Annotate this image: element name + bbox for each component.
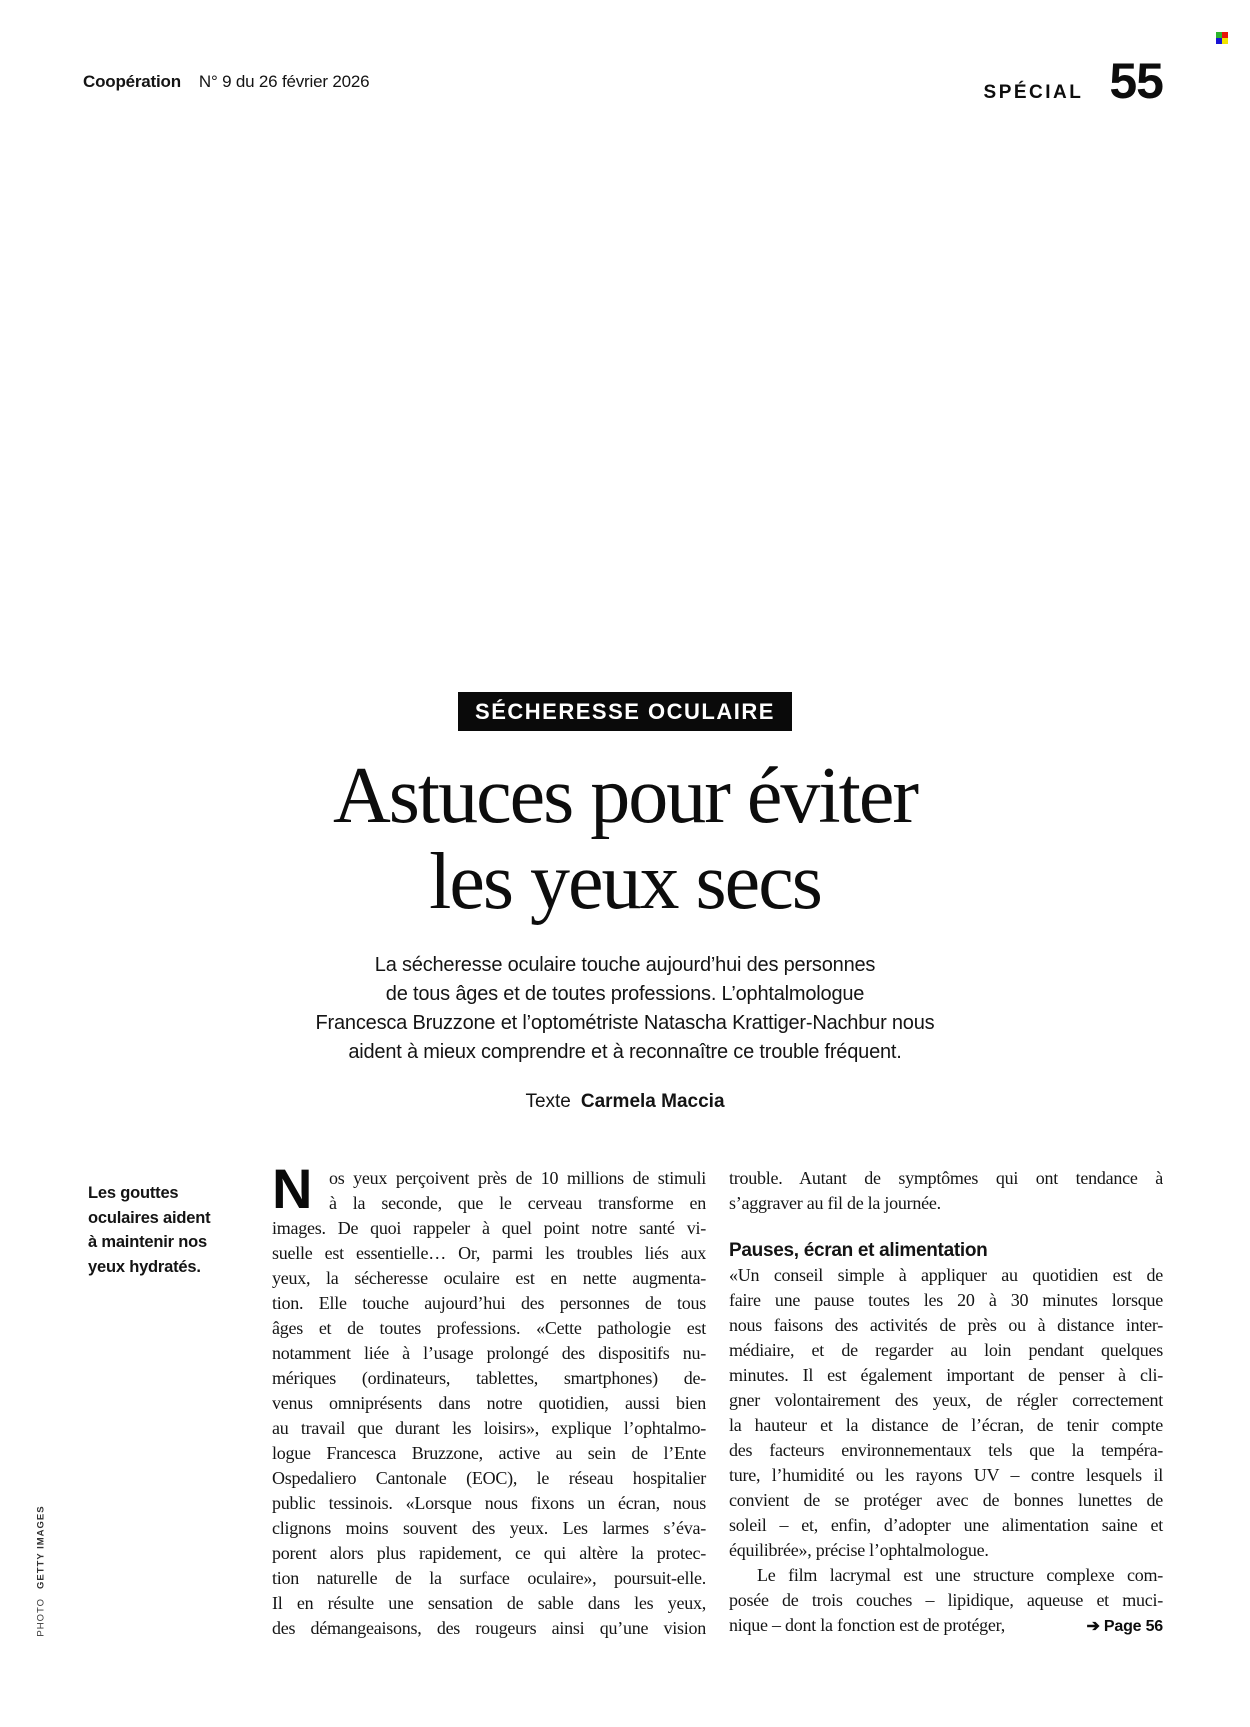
body-line: soleil – et, enfin, d’adopter une alimentation saine et xyxy=(729,1515,1163,1535)
section-label: SPÉCIAL xyxy=(983,82,1084,103)
standfirst-line: aident à mieux comprendre et à reconnaître ce trouble fréquent. xyxy=(348,1041,902,1063)
masthead: Coopération xyxy=(83,72,181,91)
body-line: la hauteur et la distance de l’écran, de tenir compte xyxy=(729,1415,1163,1435)
logo-square-yellow xyxy=(1222,38,1228,44)
body-line: médiaire, et de regarder au loin pendant quelques xyxy=(729,1340,1163,1360)
drop-cap: N xyxy=(272,1157,311,1220)
photo-caption xyxy=(88,1181,248,1279)
headline-block xyxy=(125,692,1125,1113)
body-line: tion. Elle touche aujourd’hui des personnes de tous xyxy=(272,1293,706,1313)
article-column-2 xyxy=(729,1166,1163,1641)
body-line: posée de trois couches – lipidique, aqueuse et muci- xyxy=(729,1590,1163,1610)
body-line: venus omniprésents dans notre quotidien, aussi bien xyxy=(272,1393,706,1413)
subheading: Pauses, écran et alimentation xyxy=(729,1240,988,1261)
body-line xyxy=(729,1613,1163,1639)
standfirst-line: Francesca Bruzzone et l’optométriste Natascha Krattiger-Nachbur nous xyxy=(315,1012,935,1034)
body-line: images. De quoi rappeler à quel point notre santé vi- xyxy=(272,1218,706,1238)
page-header-right xyxy=(983,53,1163,109)
caption-line: Les gouttes xyxy=(88,1184,179,1202)
page-number: 55 xyxy=(1109,53,1163,109)
body-line: équilibrée», précise l’ophtalmologue. xyxy=(729,1540,989,1560)
body-line: trouble. Autant de symptômes qui ont tendance à xyxy=(729,1168,1163,1188)
body-line: porent alors plus rapidement, ce qui altère la protec- xyxy=(272,1543,706,1563)
body-line: «Un conseil simple à appliquer au quotidien est de xyxy=(729,1265,1163,1285)
body-line: à la seconde, que le cerveau transforme en xyxy=(329,1193,706,1213)
article-title xyxy=(125,753,1125,925)
caption-line: yeux hydratés. xyxy=(88,1257,201,1276)
four-color-squares-icon xyxy=(1216,32,1228,44)
body-line: Le film lacrymal est une structure complexe com- xyxy=(757,1565,1163,1585)
spacer xyxy=(729,1216,1163,1238)
body-line: convient de se protéger avec de bonnes lunettes de xyxy=(729,1490,1163,1510)
body-line: Ospedaliero Cantonale (EOC), le réseau hospitalier xyxy=(272,1468,706,1488)
article-column-1 xyxy=(272,1157,706,1641)
body-line: nous faisons des activités de près ou à distance inter- xyxy=(729,1315,1163,1335)
photo-credit xyxy=(36,1505,47,1636)
page-header-left xyxy=(83,72,369,92)
body-line: minutes. Il est également important de penser à cli- xyxy=(729,1365,1163,1385)
body-line: public tessinois. «Lorsque nous fixons un écran, nous xyxy=(272,1493,706,1513)
kicker-label: SÉCHERESSE OCULAIRE xyxy=(458,692,792,731)
body-line: ture, l’humidité ou les rayons UV – contre lesquels il xyxy=(729,1465,1163,1485)
body-line: au travail que durant les loisirs», explique l’ophtalmo- xyxy=(272,1418,706,1438)
title-line-2: les yeux secs xyxy=(429,838,821,926)
standfirst-line: La sécheresse oculaire touche aujourd’hui des personnes xyxy=(374,954,876,976)
body-line-text: nique – dont la fonction est de protéger, xyxy=(729,1615,1005,1635)
body-line: faire une pause toutes les 20 à 30 minutes lorsque xyxy=(729,1290,1163,1310)
body-line: logue Francesca Bruzzone, active au sein de l’Ente xyxy=(272,1443,706,1463)
body-line: Il en résulte une sensation de sable dans les yeux, xyxy=(272,1593,706,1613)
page-reference: ➔ Page 56 xyxy=(1086,1618,1163,1635)
body-line: yeux, la sécheresse oculaire est en nette augmenta- xyxy=(272,1268,706,1288)
body-line: tion naturelle de la surface oculaire», poursuit-elle. xyxy=(272,1568,706,1588)
standfirst xyxy=(125,951,1125,1067)
body-line: clignons moins souvent des yeux. Les larmes s’éva- xyxy=(272,1518,706,1538)
title-line-1: Astuces pour éviter xyxy=(332,752,918,840)
body-line: suelle est essentielle… Or, parmi les troubles liés aux xyxy=(272,1243,706,1263)
body-line: des facteurs environnementaux tels que la tempéra- xyxy=(729,1440,1163,1460)
body-line: mériques (ordinateurs, tablettes, smartphones) de- xyxy=(272,1368,706,1388)
byline xyxy=(125,1091,1125,1113)
issue-date: N° 9 du 26 février 2026 xyxy=(198,72,370,91)
caption-line: oculaires aident xyxy=(88,1208,211,1227)
body-line: notamment liée à l’usage prolongé des dispositifs nu- xyxy=(272,1343,706,1363)
byline-author: Carmela Maccia xyxy=(580,1091,725,1112)
body-line: âges et de toutes professions. «Cette pathologie est xyxy=(272,1318,706,1338)
body-line: des démangeaisons, des rougeurs ainsi qu’une vision xyxy=(272,1618,706,1638)
standfirst-line: de tous âges et de toutes professions. L’ophtalmologue xyxy=(385,983,865,1005)
caption-line: à maintenir nos xyxy=(88,1233,207,1251)
body-line: s’aggraver au fil de la journée. xyxy=(729,1193,941,1213)
byline-label: Texte xyxy=(525,1091,571,1112)
article-body xyxy=(272,1157,1163,1641)
body-line: os yeux perçoivent près de 10 millions de stimuli xyxy=(329,1168,706,1188)
photo-credit-label: PHOTO xyxy=(35,1598,47,1637)
body-line: gner volontairement des yeux, de régler correctement xyxy=(729,1390,1163,1410)
photo-credit-value: GETTY IMAGES xyxy=(35,1505,47,1590)
